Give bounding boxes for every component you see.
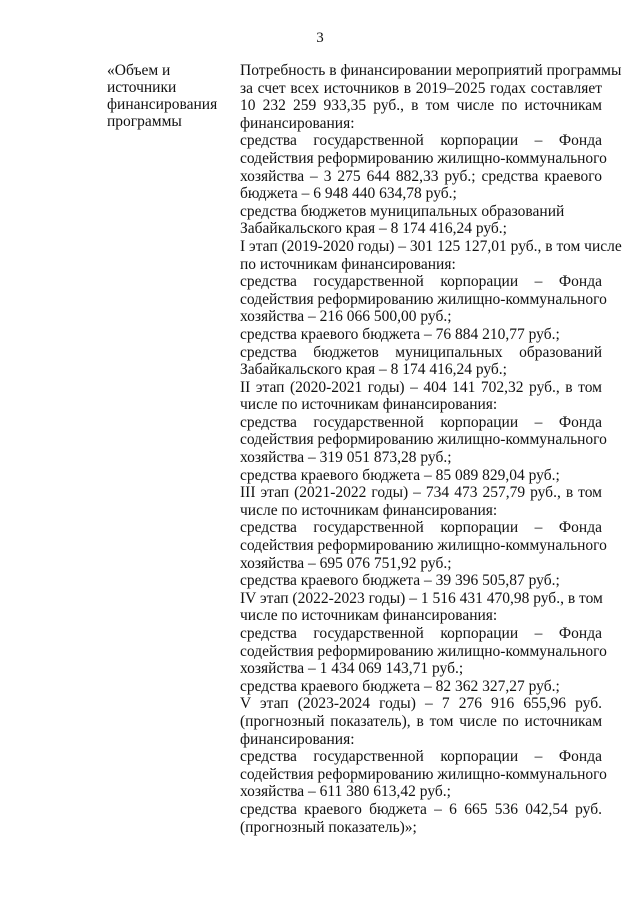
funding-text-line: содействия реформированию жилищно-коммунального (240, 431, 607, 449)
funding-text-line: средства краевого бюджета – 39 396 505,87 руб.; (240, 572, 560, 590)
funding-text-line: средства краевого бюджета – 82 362 327,27 руб.; (240, 677, 560, 695)
funding-text-line: финансирования: (240, 114, 355, 132)
funding-text-line: II этап (2020-2021 годы) – 404 141 702,32 руб., в том (240, 378, 602, 396)
funding-text-line: средства краевого бюджета – 6 665 536 042,54 руб. (240, 800, 602, 818)
funding-text-line: хозяйства – 695 076 751,92 руб.; (240, 554, 452, 572)
funding-text-line: I этап (2019-2020 годы) – 301 125 127,01 руб., в том числе (240, 237, 622, 255)
funding-text-line: Потребность в финансировании мероприятий программы (240, 62, 622, 79)
funding-text-line: средства государственной корпорации – Фонда (240, 132, 602, 150)
funding-text-line: содействия реформированию жилищно-коммунального (240, 765, 607, 783)
row-label-line: программы (107, 113, 182, 130)
row-label-line: «Объем и (107, 62, 171, 79)
funding-text-line: (прогнозный показатель), в том числе по источникам (240, 712, 602, 730)
funding-text-line: средства государственной корпорации – Фонда (240, 273, 602, 291)
funding-text-line: средства краевого бюджета – 85 089 829,04 руб.; (240, 466, 560, 484)
funding-text-line: V этап (2023-2024 годы) – 7 276 916 655,96 руб. (240, 695, 602, 713)
funding-text-line: III этап (2021-2022 годы) – 734 473 257,79 руб., в том (240, 484, 602, 502)
page-number: 3 (316, 30, 324, 46)
funding-text-line: средства государственной корпорации – Фонда (240, 748, 602, 766)
funding-text-line: содействия реформированию жилищно-коммунального (240, 290, 607, 308)
funding-text-line: финансирования: (240, 730, 355, 748)
funding-text-line: средства государственной корпорации – Фонда (240, 625, 602, 642)
funding-text-line: числе по источникам финансирования: (240, 396, 498, 414)
funding-text-line: хозяйства – 1 434 069 143,71 руб.; (240, 660, 464, 678)
funding-text-line: средства государственной корпорации – Фонда (240, 413, 602, 431)
funding-text-line: хозяйства – 611 380 613,42 руб.; (240, 783, 451, 801)
funding-text-line: средства бюджетов муниципальных образований (240, 202, 565, 220)
funding-description (240, 62, 622, 836)
funding-text-line: (прогнозный показатель)»; (240, 818, 417, 836)
funding-text-line: Забайкальского края – 8 174 416,24 руб.; (240, 361, 507, 379)
funding-text-line: содействия реформированию жилищно-коммунального (240, 642, 607, 660)
funding-text-line: средства государственной корпорации – Фонда (240, 519, 602, 537)
funding-text-line: IV этап (2022-2023 годы) – 1 516 431 470,98 руб., в том (240, 589, 603, 607)
funding-text-line: Забайкальского края – 8 174 416,24 руб.; (240, 220, 507, 238)
funding-text-line: хозяйства – 3 275 644 882,33 руб.; средства краевого (240, 167, 602, 185)
funding-text-line: содействия реформированию жилищно-коммунального (240, 149, 607, 167)
funding-text-line: 10 232 259 933,35 руб., в том числе по источникам (240, 97, 602, 115)
funding-text-line: хозяйства – 319 051 873,28 руб.; (240, 449, 452, 467)
funding-text-line: числе по источникам финансирования: (240, 501, 498, 519)
row-label-line: источники (107, 79, 177, 96)
funding-text-line: числе по источникам финансирования: (240, 607, 498, 625)
funding-text-line: по источникам финансирования: (240, 255, 456, 273)
row-label-funding-volume-and-sources (107, 62, 227, 130)
funding-text-line: средства бюджетов муниципальных образований (240, 343, 602, 361)
funding-text-line: хозяйства – 216 066 500,00 руб.; (240, 308, 452, 326)
funding-text-line: за счет всех источников в 2019–2025 годах составляет (240, 79, 602, 97)
funding-text-line: средства краевого бюджета – 76 884 210,77 руб.; (240, 325, 560, 343)
funding-text-line: бюджета – 6 948 440 634,78 руб.; (240, 185, 457, 203)
row-label-line: финансирования (107, 96, 218, 113)
funding-text-line: содействия реформированию жилищно-коммунального (240, 537, 607, 555)
